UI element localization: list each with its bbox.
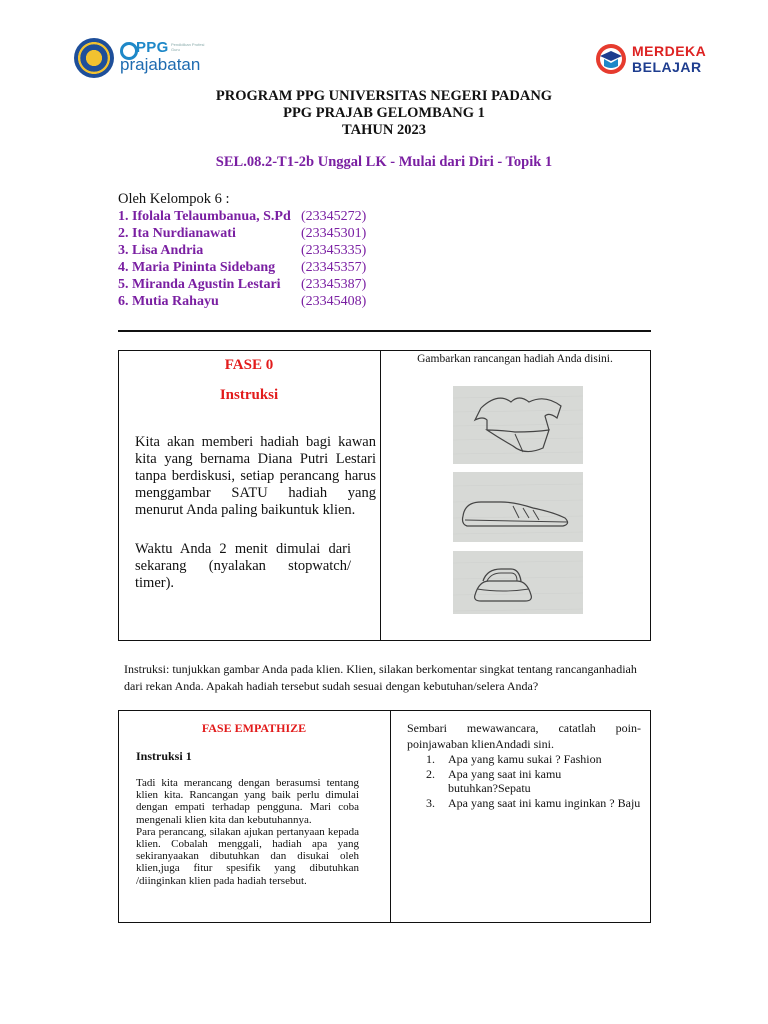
belajar-text: BELAJAR [632, 59, 702, 75]
member-name: 1. Ifolala Telaumbanua, S.Pd [118, 209, 291, 224]
fase0-heading: FASE 0 [224, 357, 274, 373]
program-subtitle: PPG PRAJAB GELOMBANG 1 [283, 105, 485, 121]
program-year: TAHUN 2023 [342, 122, 426, 138]
question-text: Apa yang saat ini kamu butuhkan?Sepatu [448, 767, 562, 795]
fase0-paragraph: Kita akan memberi hadiah bagi kawan kita yang bernama Diana Putri Lestari tanpa berdiskusi, setiap perancang harus menggambar SATU hadiah yang menurut Anda paling baikuntuk klien. [135, 434, 376, 518]
empathize-paragraph-2: Para perancang, silakan ajukan pertanyaan kepada klien. Cobalah menggali, hadiah apa yang sekiranyaakan dibutuhkan dan disukai oleh klien,juga fitur spesifik yang dibutuhkan /diinginkan klien pada hadiah tersebut. [136, 825, 359, 887]
shirt-sketch-image [453, 386, 583, 464]
empathize-paragraph [136, 777, 359, 887]
question-number: 3. [426, 796, 435, 810]
worksheet-title: SEL.08.2-T1-2b Unggal LK - Mulai dari Diri - Topik 1 [215, 154, 553, 170]
instruction-1-heading: Instruksi 1 [136, 749, 192, 763]
question-number: 2. [426, 767, 435, 781]
member-nim: (23345335) [301, 243, 367, 258]
member-name: 3. Lisa Andria [118, 243, 204, 258]
question-text: Apa yang kamu sukai ? Fashion [448, 752, 602, 766]
ppg-logo-top: PPG [136, 39, 169, 56]
member-name: 4. Maria Pininta Sidebang [118, 260, 276, 275]
member-name: 5. Miranda Agustin Lestari [118, 277, 281, 292]
question-number: 1. [426, 752, 435, 766]
question-item [426, 752, 602, 766]
unp-seal-icon [74, 38, 114, 78]
member-nim: (23345272) [301, 209, 367, 224]
question-text: Apa yang saat ini kamu inginkan ? Baju [448, 796, 641, 810]
empathize-paragraph-1: Tadi kita merancang dengan berasumsi tentang klien kita. Rancangan yang baik perlu dimulai dengan empati terhadap pengguna. Mari coba mengenali klien kita dan kebutuhannya. [136, 777, 359, 826]
member-name: 2. Ita Nurdianawati [118, 226, 236, 241]
merdeka-text: MERDEKA [632, 43, 707, 59]
fase0-timer-paragraph: Waktu Anda 2 menit dimulai dari sekarang (nyalakan stopwatch/ timer). [135, 541, 351, 591]
member-name: 6. Mutia Rahayu [118, 294, 219, 309]
group-label: Oleh Kelompok 6 : [118, 191, 230, 207]
bag-sketch-image [453, 551, 583, 614]
program-title: PROGRAM PPG UNIVERSITAS NEGERI PADANG [215, 88, 553, 104]
ppg-logo-tagline: Pendidikan Profesi Guru [171, 42, 205, 52]
member-nim: (23345357) [301, 260, 367, 275]
client-instruction: Instruksi: tunjukkan gambar Anda pada klien. Klien, silakan berkomentar singkat tentang rancanganhadiah dari rekan Anda. Apakah hadiah tersebut sudah sesuai dengan kebutuhan/selera Anda? [124, 662, 637, 693]
ppg-logo-bottom: prajabatan [120, 55, 201, 74]
merdeka-belajar-icon [594, 42, 628, 76]
member-nim: (23345387) [301, 277, 367, 292]
shoe-sketch-image [453, 472, 583, 542]
empathize-heading: FASE EMPATHIZE [201, 721, 307, 735]
table-divider [380, 350, 381, 640]
table-divider [390, 710, 391, 922]
merdeka-belajar-logo [594, 42, 707, 78]
divider [118, 330, 651, 332]
fase0-instruction-heading: Instruksi [219, 387, 279, 403]
interview-intro: Sembari mewawancara, catatlah poin-poinjawaban klienAndadi sini. [407, 721, 641, 751]
question-item [426, 796, 640, 810]
ppg-prajabatan-logo [74, 38, 204, 82]
member-nim: (23345408) [301, 294, 367, 309]
drawing-caption: Gambarkan rancangan hadiah Anda disini. [417, 353, 613, 365]
member-nim: (23345301) [301, 226, 367, 241]
question-item [426, 767, 576, 795]
